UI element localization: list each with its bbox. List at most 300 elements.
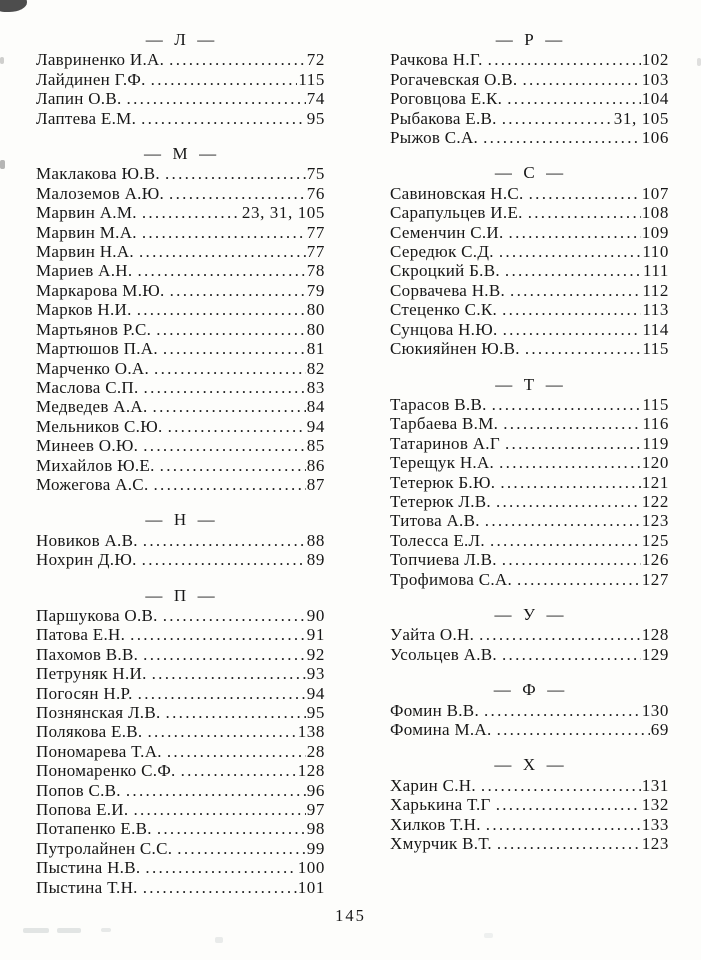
index-entry xyxy=(390,570,669,589)
section-letter-heading xyxy=(36,30,325,49)
scan-artifact xyxy=(57,928,81,933)
section-entries xyxy=(36,50,325,128)
entry-pages: 98 xyxy=(306,819,325,839)
index-entry xyxy=(390,453,669,472)
entry-name: Пыстина Н.В. xyxy=(36,858,141,878)
dot-leader xyxy=(502,550,641,569)
entry-pages: 128 xyxy=(297,761,325,781)
entry-pages: 115 xyxy=(642,394,669,414)
index-entry xyxy=(36,89,325,108)
section-letter-heading xyxy=(390,755,669,774)
index-section xyxy=(390,605,669,664)
entry-name: Полякова Е.В. xyxy=(36,722,143,742)
dot-leader xyxy=(484,701,641,720)
entry-pages: 96 xyxy=(306,780,325,800)
entry-pages: 138 xyxy=(297,722,325,742)
entry-pages: 102 xyxy=(641,50,669,70)
index-entry xyxy=(390,473,669,492)
index-entry xyxy=(390,701,669,720)
dot-leader xyxy=(127,89,306,108)
entry-pages: 78 xyxy=(306,261,325,281)
entry-name: Рыжов С.А. xyxy=(390,128,479,148)
dot-leader xyxy=(505,434,641,453)
dot-leader xyxy=(154,475,306,494)
entry-pages: 99 xyxy=(306,838,325,858)
entry-pages: 127 xyxy=(641,569,669,589)
section-letter-heading xyxy=(390,605,669,624)
index-entry xyxy=(36,703,325,722)
entry-name: Сорвачева Н.В. xyxy=(390,280,506,300)
scan-artifact xyxy=(0,0,27,12)
dot-leader xyxy=(479,625,641,644)
index-entry xyxy=(36,684,325,703)
dot-leader xyxy=(142,203,241,222)
entry-pages: 130 xyxy=(641,700,669,720)
entry-name: Потапенко Е.В. xyxy=(36,819,152,839)
dot-leader xyxy=(502,645,641,664)
dot-leader xyxy=(505,261,642,280)
entry-pages: 74 xyxy=(306,89,325,109)
index-section xyxy=(36,510,325,569)
section-entries xyxy=(36,531,325,570)
entry-name: Тетерюк Л.В. xyxy=(390,491,491,511)
entry-name: Паршукова О.В. xyxy=(36,605,158,625)
entry-name: Попов С.В. xyxy=(36,780,121,800)
dot-leader xyxy=(483,128,641,147)
entry-name: Нохрин Д.Ю. xyxy=(36,550,137,570)
dot-leader xyxy=(490,531,641,550)
entry-name: Хмурчик В.Т. xyxy=(390,834,492,854)
index-entry xyxy=(390,89,669,108)
index-entry xyxy=(36,456,325,475)
dot-leader xyxy=(529,184,641,203)
scan-artifact xyxy=(23,928,49,933)
entry-pages: 28 xyxy=(306,741,325,761)
entry-pages: 131 xyxy=(641,775,669,795)
entry-name: Лавриненко И.А. xyxy=(36,50,165,70)
dot-leader xyxy=(168,417,306,436)
index-entry xyxy=(36,261,325,280)
entry-name: Фомина М.А. xyxy=(390,720,492,739)
dot-leader xyxy=(492,395,642,414)
entry-name: Сунцова Н.Ю. xyxy=(390,319,498,339)
dot-leader xyxy=(143,645,306,664)
dot-leader xyxy=(137,300,306,319)
index-entry xyxy=(390,261,669,280)
scan-artifact xyxy=(484,933,493,938)
section-letter: — П — xyxy=(145,586,215,605)
index-entry xyxy=(36,417,325,436)
dot-leader xyxy=(502,109,613,128)
entry-pages: 86 xyxy=(306,455,325,475)
entry-name: Топчиева Л.В. xyxy=(390,550,497,570)
index-entry xyxy=(36,722,325,741)
entry-name: Лапин О.В. xyxy=(36,89,122,109)
entry-name: Марченко О.А. xyxy=(36,358,150,378)
entry-pages: 77 xyxy=(306,222,325,242)
entry-pages: 129 xyxy=(641,644,669,664)
dot-leader xyxy=(137,261,305,280)
index-entry xyxy=(36,378,325,397)
entry-pages: 93 xyxy=(306,664,325,684)
entry-name: Лайдинен Г.Ф. xyxy=(36,69,146,89)
entry-name: Титова А.В. xyxy=(390,511,480,531)
entry-name: Роговцова Е.К. xyxy=(390,89,503,109)
dot-leader xyxy=(177,839,306,858)
entry-name: Можегова А.С. xyxy=(36,474,149,494)
scan-artifact xyxy=(0,57,4,64)
entry-pages: 114 xyxy=(642,319,669,339)
index-entry xyxy=(390,203,669,222)
entry-pages: 94 xyxy=(306,683,325,703)
dot-leader xyxy=(528,203,641,222)
index-entry xyxy=(390,434,669,453)
index-entry xyxy=(36,625,325,644)
entry-pages: 69 xyxy=(650,720,669,739)
index-section xyxy=(390,755,669,853)
dot-leader xyxy=(485,511,641,530)
index-entry xyxy=(390,70,669,89)
entry-name: Маркарова М.Ю. xyxy=(36,280,165,300)
entry-pages: 84 xyxy=(306,397,325,417)
dot-leader xyxy=(163,606,306,625)
dot-leader xyxy=(141,109,306,128)
dot-leader xyxy=(496,492,641,511)
index-entry xyxy=(36,475,325,494)
dot-leader xyxy=(160,456,306,475)
entry-name: Скроцкий Б.В. xyxy=(390,261,500,281)
entry-name: Савиновская Н.С. xyxy=(390,183,524,203)
index-entry xyxy=(390,625,669,644)
index-entry xyxy=(36,242,325,261)
entry-name: Мариев А.Н. xyxy=(36,261,133,281)
entry-name: Марвин А.М. xyxy=(36,203,137,223)
dot-leader xyxy=(503,320,642,339)
index-entry xyxy=(36,839,325,858)
dot-leader xyxy=(500,473,640,492)
index-entry xyxy=(390,550,669,569)
index-entry xyxy=(36,109,325,128)
index-entry xyxy=(36,281,325,300)
entry-name: Терещук Н.А. xyxy=(390,453,495,473)
entry-name: Рогачевская О.В. xyxy=(390,69,518,89)
dot-leader xyxy=(507,89,640,108)
index-entry xyxy=(390,776,669,795)
entry-pages: 83 xyxy=(306,377,325,397)
entry-pages: 97 xyxy=(306,800,325,820)
dot-leader xyxy=(499,453,641,472)
entry-name: Новиков А.В. xyxy=(36,530,138,550)
entry-name: Пахомов В.В. xyxy=(36,644,139,664)
dot-leader xyxy=(143,878,297,897)
entry-pages: 76 xyxy=(306,183,325,203)
entry-name: Усольцев А.В. xyxy=(390,644,497,664)
entry-pages: 90 xyxy=(306,605,325,625)
index-entry xyxy=(390,320,669,339)
entry-name: Пыстина Т.Н. xyxy=(36,877,138,897)
section-letter: — М — xyxy=(144,144,217,163)
entry-name: Мартюшов П.А. xyxy=(36,339,158,359)
index-entry xyxy=(390,281,669,300)
entry-pages: 88 xyxy=(306,530,325,550)
scan-artifact xyxy=(697,58,701,66)
entry-pages: 121 xyxy=(641,472,669,492)
entry-name: Тарбаева В.М. xyxy=(390,414,499,434)
index-entry xyxy=(390,242,669,261)
section-entries xyxy=(390,701,669,740)
index-section xyxy=(390,30,669,147)
index-entry xyxy=(36,664,325,683)
entry-pages: 101 xyxy=(297,877,325,897)
index-section xyxy=(36,586,325,898)
entry-name: Сюкияйнен Ю.В. xyxy=(390,339,520,359)
dot-leader xyxy=(151,70,298,89)
entry-name: Толесса Е.Л. xyxy=(390,530,485,550)
index-entry xyxy=(36,300,325,319)
dot-leader xyxy=(169,50,306,69)
dot-leader xyxy=(503,414,641,433)
dot-leader xyxy=(142,550,306,569)
index-entry xyxy=(390,128,669,147)
index-entry xyxy=(390,223,669,242)
entry-pages: 85 xyxy=(306,436,325,456)
dot-leader xyxy=(510,281,641,300)
entry-name: Малоземов А.Ю. xyxy=(36,183,165,203)
index-entry xyxy=(390,511,669,530)
entry-name: Мельников С.Ю. xyxy=(36,416,163,436)
entry-pages: 103 xyxy=(641,69,669,89)
entry-pages: 107 xyxy=(641,183,669,203)
index-entry xyxy=(390,834,669,853)
index-entry xyxy=(390,492,669,511)
dot-leader xyxy=(165,164,306,183)
section-letter-heading xyxy=(390,30,669,49)
entry-pages: 80 xyxy=(306,300,325,320)
index-entry xyxy=(36,878,325,897)
section-letter-heading xyxy=(36,586,325,605)
index-entry xyxy=(390,339,669,358)
entry-name: Стеценко С.К. xyxy=(390,300,498,320)
entry-pages: 94 xyxy=(306,416,325,436)
entry-name: Харькина Т.Г xyxy=(390,795,491,815)
entry-pages: 120 xyxy=(641,453,669,473)
entry-pages: 89 xyxy=(306,550,325,570)
section-letter-heading xyxy=(390,163,669,182)
index-entry xyxy=(390,184,669,203)
entry-name: Семенчин С.И. xyxy=(390,222,504,242)
dot-leader xyxy=(509,223,641,242)
entry-name: Лаптева Е.М. xyxy=(36,108,137,128)
dot-leader xyxy=(499,242,642,261)
entry-pages: 75 xyxy=(306,164,325,184)
entry-name: Хилков Т.Н. xyxy=(390,814,481,834)
dot-leader xyxy=(167,742,306,761)
entry-name: Познянская Л.В. xyxy=(36,703,161,722)
entry-pages: 110 xyxy=(642,242,669,262)
index-entry xyxy=(36,819,325,838)
dot-leader xyxy=(147,722,296,741)
entry-pages: 81 xyxy=(306,339,325,359)
dot-leader xyxy=(138,684,306,703)
section-entries xyxy=(36,606,325,897)
dot-leader xyxy=(153,397,306,416)
section-entries xyxy=(36,164,325,494)
section-entries xyxy=(390,776,669,854)
entry-pages: 123 xyxy=(641,511,669,531)
index-entry xyxy=(36,397,325,416)
entry-pages: 104 xyxy=(641,89,669,109)
entry-name: Пономарева Т.А. xyxy=(36,741,162,761)
section-letter-heading xyxy=(36,144,325,163)
entry-name: Уайта О.Н. xyxy=(390,625,475,645)
index-entry xyxy=(390,795,669,814)
index-entry xyxy=(36,339,325,358)
index-column-left xyxy=(36,30,325,897)
entry-name: Трофимова С.А. xyxy=(390,569,513,589)
dot-leader xyxy=(152,664,306,683)
index-entry xyxy=(390,395,669,414)
entry-name: Маклакова Ю.В. xyxy=(36,164,160,184)
section-letter: — Т — xyxy=(495,375,563,394)
index-entry xyxy=(36,184,325,203)
dot-leader xyxy=(130,625,306,644)
entry-pages: 125 xyxy=(641,530,669,550)
entry-pages: 115 xyxy=(298,69,325,89)
index-entry xyxy=(36,742,325,761)
dot-leader xyxy=(496,795,641,814)
entry-pages: 92 xyxy=(306,644,325,664)
section-entries xyxy=(390,625,669,664)
entry-pages: 115 xyxy=(642,339,669,359)
entry-name: Татаринов А.Г xyxy=(390,433,500,453)
scan-artifact xyxy=(215,937,223,943)
section-letter: — Н — xyxy=(145,510,215,529)
entry-name: Марвин Н.А. xyxy=(36,242,134,262)
entry-pages: 80 xyxy=(306,319,325,339)
dot-leader xyxy=(126,781,306,800)
section-letter-heading xyxy=(390,680,669,699)
entry-name: Сарапульцев И.Е. xyxy=(390,203,523,223)
dot-leader xyxy=(525,339,642,358)
entry-name: Патова Е.Н. xyxy=(36,625,126,645)
dot-leader xyxy=(486,815,641,834)
dot-leader xyxy=(144,378,306,397)
dot-leader xyxy=(133,800,305,819)
entry-name: Маслова С.П. xyxy=(36,377,139,397)
dot-leader xyxy=(481,776,641,795)
dot-leader xyxy=(169,184,306,203)
entry-name: Харин С.Н. xyxy=(390,775,476,795)
index-entry xyxy=(36,606,325,625)
entry-name: Марков Н.И. xyxy=(36,300,132,320)
entry-name: Погосян Н.Р. xyxy=(36,683,133,703)
index-entry xyxy=(36,50,325,69)
entry-pages: 91 xyxy=(306,625,325,645)
entry-pages: 100 xyxy=(297,858,325,878)
section-letter-heading xyxy=(36,510,325,529)
index-entry xyxy=(36,531,325,550)
dot-leader xyxy=(142,223,306,242)
entry-name: Середюк С.Д. xyxy=(390,242,494,262)
entry-name: Рачкова Н.Г. xyxy=(390,50,483,70)
section-letter: — У — xyxy=(494,605,564,624)
entry-pages: 133 xyxy=(641,814,669,834)
entry-name: Рыбакова Е.В. xyxy=(390,108,497,128)
index-entry xyxy=(36,320,325,339)
index-entry xyxy=(36,436,325,455)
entry-name: Петруняк Н.И. xyxy=(36,664,147,684)
dot-leader xyxy=(522,70,640,89)
dot-leader xyxy=(143,531,306,550)
index-entry xyxy=(390,720,669,739)
scan-artifact xyxy=(101,928,111,932)
section-letter: — С — xyxy=(495,163,564,182)
index-entry xyxy=(36,203,325,222)
section-entries xyxy=(390,184,669,359)
entry-pages: 82 xyxy=(306,358,325,378)
section-letter: — Х — xyxy=(494,755,564,774)
entry-name: Тетерюк Б.Ю. xyxy=(390,472,496,492)
entry-name: Попова Е.И. xyxy=(36,800,129,820)
index-entry xyxy=(36,858,325,877)
entry-pages: 87 xyxy=(306,474,325,494)
dot-leader xyxy=(166,703,306,722)
index-entry xyxy=(390,109,669,128)
index-section xyxy=(36,30,325,128)
index-section xyxy=(390,163,669,358)
entry-pages: 111 xyxy=(642,261,669,281)
scan-artifact xyxy=(0,160,5,169)
page-number: 145 xyxy=(335,906,366,925)
dot-leader xyxy=(502,300,641,319)
index-entry xyxy=(36,70,325,89)
dot-leader xyxy=(157,819,306,838)
index-section xyxy=(390,680,669,739)
entry-pages: 126 xyxy=(641,550,669,570)
section-entries xyxy=(390,395,669,589)
dot-leader xyxy=(488,50,641,69)
index-entry xyxy=(36,645,325,664)
entry-pages: 132 xyxy=(641,795,669,815)
entry-name: Медведев А.А. xyxy=(36,397,148,417)
index-entry xyxy=(36,800,325,819)
entry-pages: 72 xyxy=(306,50,325,70)
index-entry xyxy=(390,300,669,319)
dot-leader xyxy=(143,436,306,455)
entry-pages: 112 xyxy=(642,280,669,300)
section-entries xyxy=(390,50,669,147)
entry-pages: 119 xyxy=(642,433,669,453)
index-entry xyxy=(390,414,669,433)
dot-leader xyxy=(145,858,296,877)
entry-pages: 106 xyxy=(641,128,669,148)
index-entry xyxy=(390,50,669,69)
section-letter: — Ф — xyxy=(494,680,565,699)
entry-pages: 77 xyxy=(306,242,325,262)
entry-pages: 128 xyxy=(641,625,669,645)
dot-leader xyxy=(139,242,306,261)
entry-name: Фомин В.В. xyxy=(390,700,479,720)
index-section xyxy=(390,375,669,589)
entry-pages: 79 xyxy=(306,280,325,300)
entry-pages: 31, 105 xyxy=(613,108,669,128)
entry-pages: 116 xyxy=(642,414,669,434)
entry-pages: 95 xyxy=(306,108,325,128)
index-entry xyxy=(36,761,325,780)
index-entry xyxy=(390,645,669,664)
dot-leader xyxy=(163,339,306,358)
entry-pages: 95 xyxy=(306,703,325,722)
